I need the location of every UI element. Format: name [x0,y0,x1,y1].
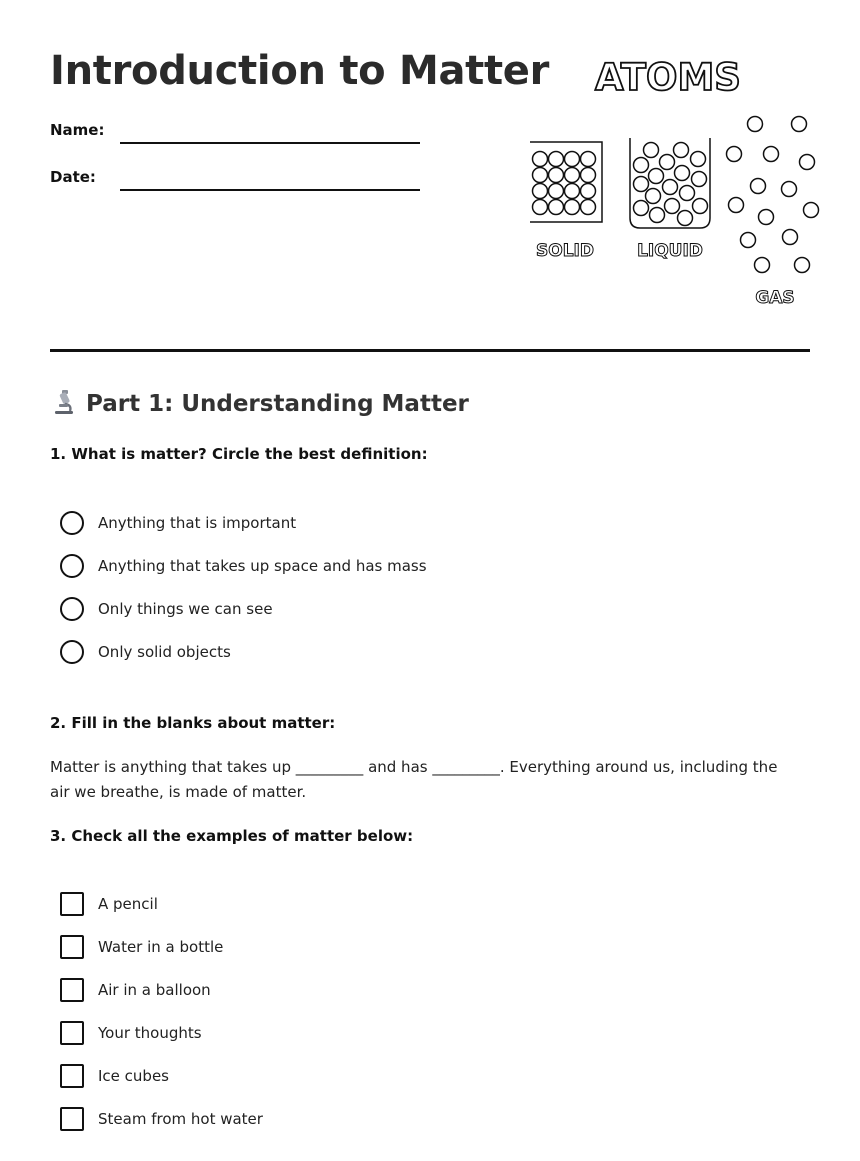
page-title: Introduction to Matter [50,48,550,94]
q1-option-radio[interactable] [60,554,84,578]
gas-particles [727,117,819,273]
liquid-particles [634,143,708,226]
liquid-container [630,138,710,228]
q3-option-label: Ice cubes [98,1067,169,1085]
q3-option-label: Your thoughts [98,1024,202,1042]
atoms-heading: ATOMS [595,56,741,99]
q1-option-label: Only solid objects [98,643,231,661]
q3-option-label: Water in a bottle [98,938,224,956]
q3-option-checkbox[interactable] [60,1064,84,1088]
q1-option-radio[interactable] [60,511,84,535]
gas-label: GAS [755,288,795,308]
question-2-prompt: 2. Fill in the blanks about matter: [50,714,336,732]
part1-heading [50,388,469,417]
q1-option-radio[interactable] [60,597,84,621]
header-divider [50,349,810,352]
solid-container [530,142,602,222]
microscope-icon [50,388,78,416]
q3-option-label: Air in a balloon [98,981,211,999]
date-blank-line[interactable] [120,189,420,191]
question-3-prompt: 3. Check all the examples of matter below: [50,827,414,845]
q3-option-checkbox[interactable] [60,1107,84,1131]
q1-option-label: Anything that takes up space and has mass [98,557,427,575]
q1-option-label: Anything that is important [98,514,297,532]
q1-option-radio[interactable] [60,640,84,664]
solid-particles [533,152,596,215]
fill-in-blanks-text: Matter is anything that takes up _________ and has _________. Everything around us, including the air we breathe, is made of matter. [50,758,778,801]
liquid-label: LIQUID [637,241,703,261]
q3-option-checkbox[interactable] [60,935,84,959]
q1-option-label: Only things we can see [98,600,273,618]
q3-option-label: A pencil [98,895,158,913]
part1-title: Part 1: Understanding Matter [86,391,469,417]
q3-option-checkbox[interactable] [60,1021,84,1045]
solid-label: SOLID [536,241,594,261]
q3-option-checkbox[interactable] [60,978,84,1002]
date-label: Date: [50,168,96,186]
question-1-prompt: 1. What is matter? Circle the best definition: [50,445,428,463]
name-blank-line[interactable] [120,142,420,144]
q3-option-label: Steam from hot water [98,1110,263,1128]
name-label: Name: [50,121,105,139]
q3-option-checkbox[interactable] [60,892,84,916]
states-of-matter-illustration [520,50,820,320]
